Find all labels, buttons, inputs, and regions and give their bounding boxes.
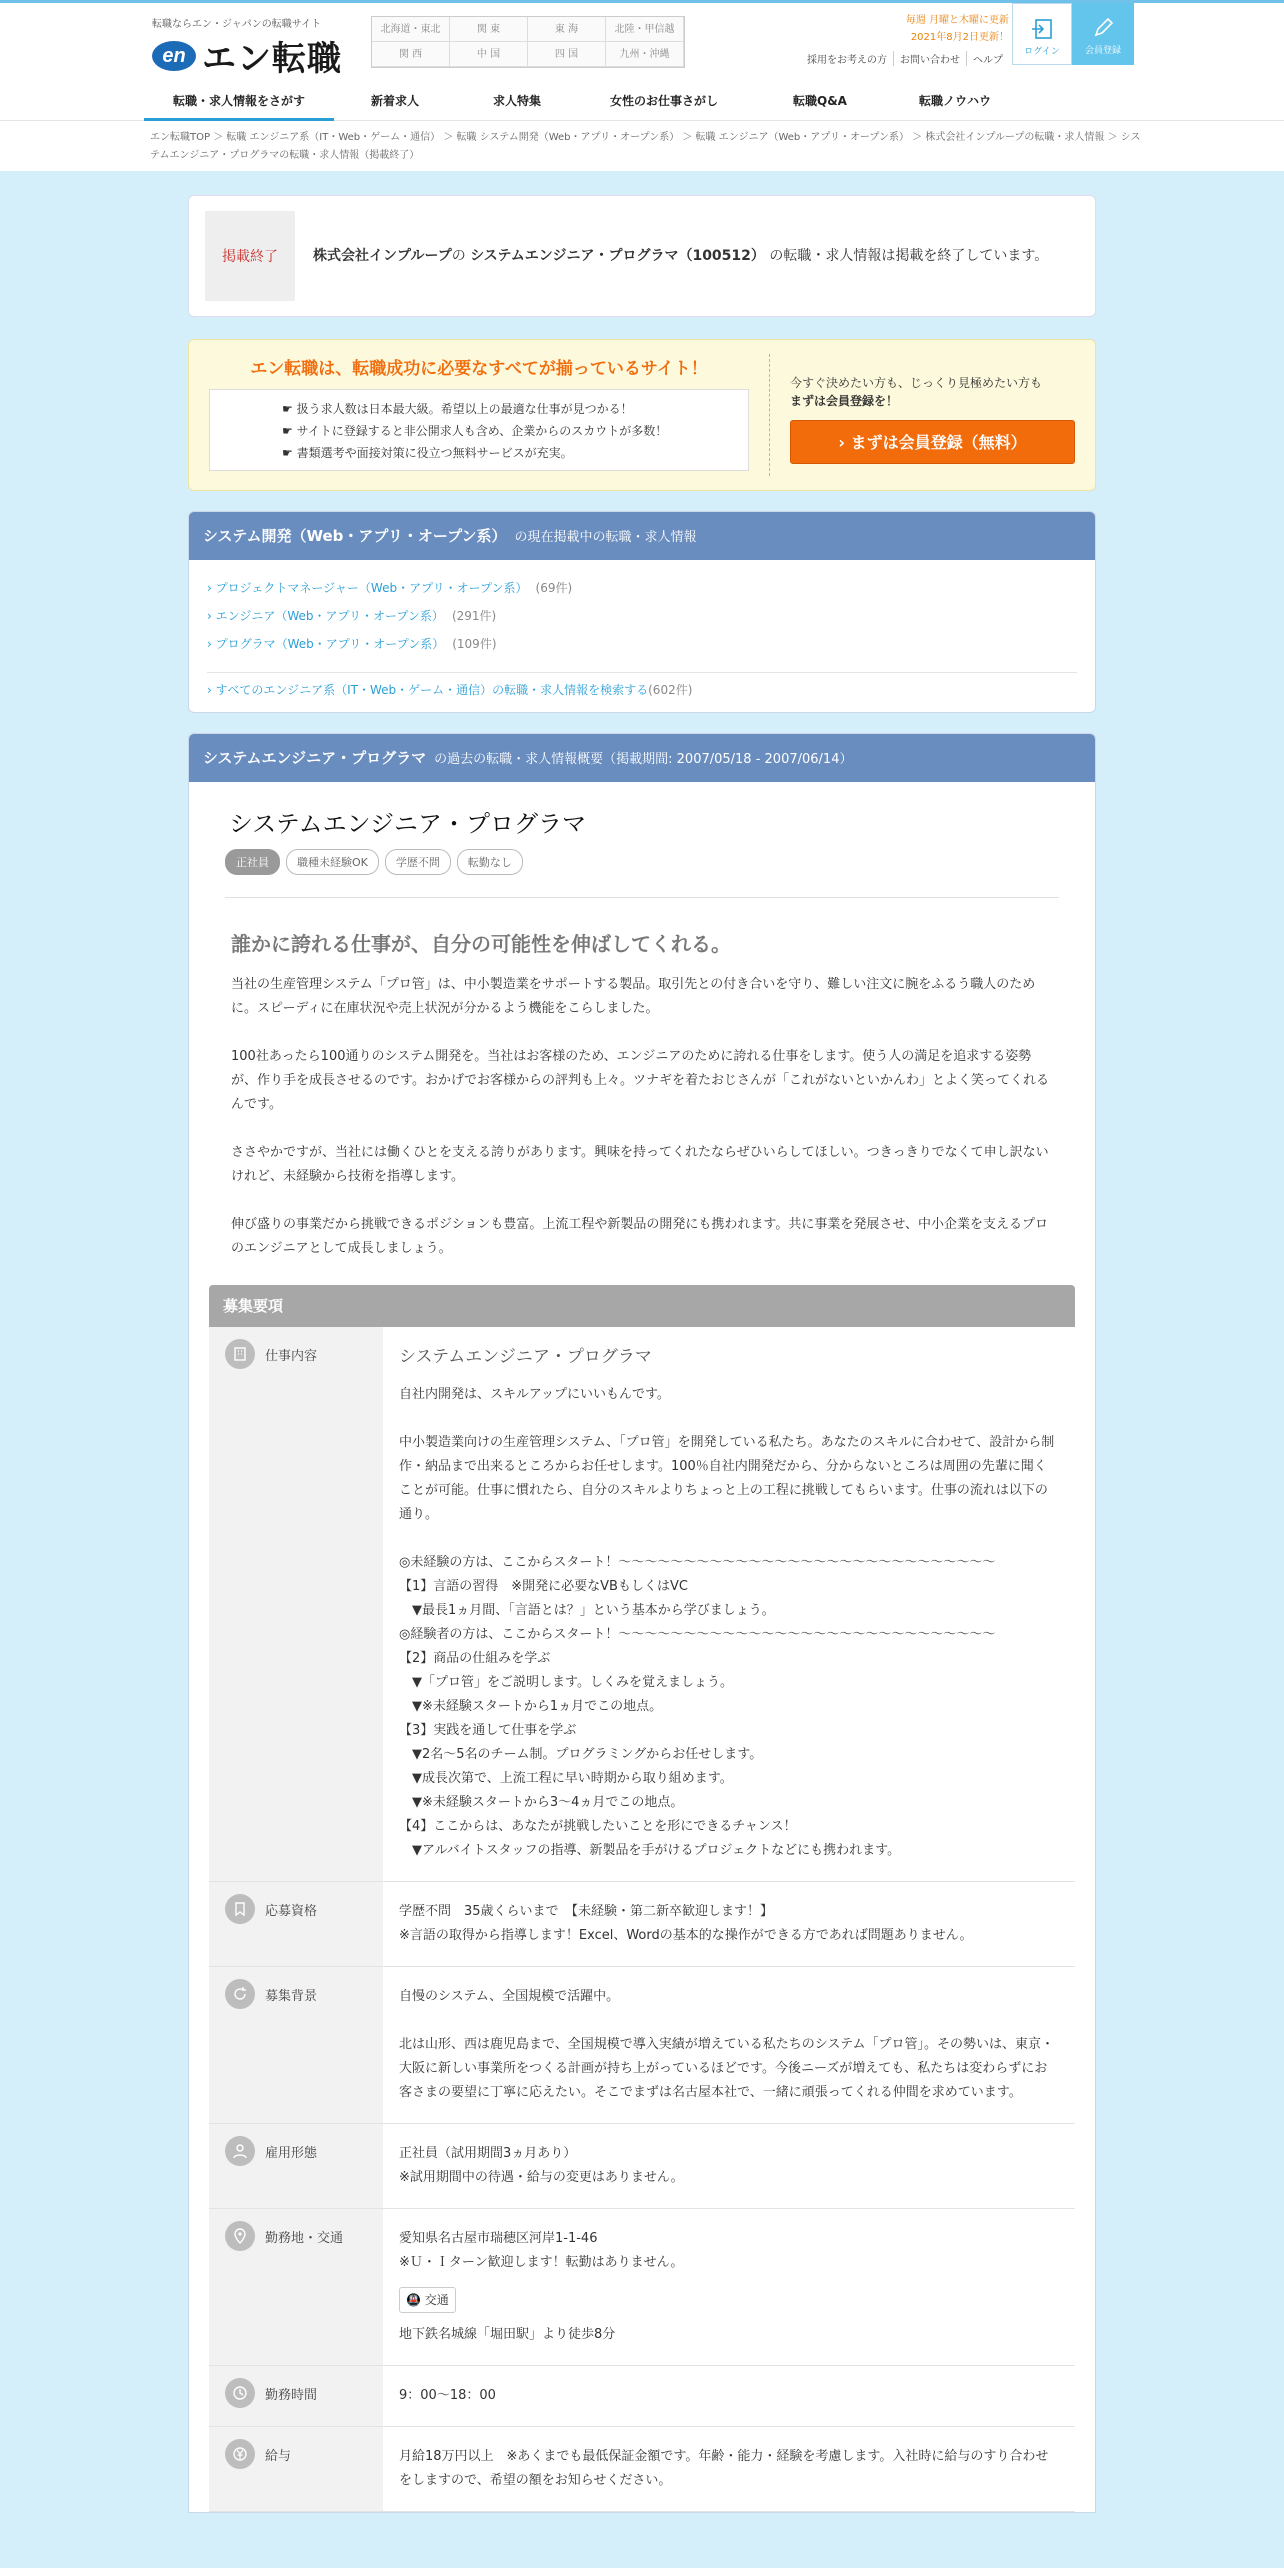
category-link[interactable]: › プログラマ（Web・アプリ・オープン系） (109件) [207,630,1077,658]
job-catchphrase: 誰かに誇れる仕事が、自分の可能性を伸ばしてくれる。 [231,932,731,956]
main-content [188,171,1096,2513]
nav-features[interactable]: 求人特集 [492,94,541,108]
yen-icon [225,2439,255,2469]
region-selector [371,16,685,68]
category-link[interactable]: › プロジェクトマネージャー（Web・アプリ・オープン系） (69件) [207,574,1077,602]
employment-text: 正社員（試用期間3ヵ月あり） ※試用期間中の待遇・給与の変更はありません。 [399,2146,684,2185]
refresh-icon [225,1979,255,2009]
clock-icon [225,2378,255,2408]
promo-title: エン転職は、転職成功に必要なすべてが揃っているサイト！ [250,359,708,379]
region-link[interactable]: 中 国 [450,42,528,67]
region-link[interactable]: 九州・沖縄 [606,42,684,67]
help-link[interactable]: ヘルプ [966,51,1009,66]
promo-benefit: ☛ 書類選考や面接対策に役立つ無料サービスが充実。 [282,442,748,464]
location-text: 愛知県名古屋市瑞穂区河岸1-1-46 ※Ｕ・Ｉターン歓迎します！転勤はありません。 [399,2231,684,2270]
intro-paragraph: 当社の生産管理システム「プロ管」は、中小製造業をサポートする製品。取引先との付き合いを守り、難しい注文に腕をふるう職人のために。スピーディに在庫状況や売上状況が分かるよう機能をこらしました。 [231,977,1036,1016]
ended-message: 株式会社インプループの システムエンジニア・プログラマ（100512） の転職・求人情報は掲載を終了しています。 [313,248,1049,264]
qualification-text: 学歴不問 35歳くらいまで 【未経験・第二新卒歓迎します！】 ※言語の取得から指導します！Excel、Wordの基本的な操作ができる方であれば問題ありません。 [399,1904,973,1943]
divider [225,897,1059,898]
region-link[interactable]: 四 国 [528,42,606,67]
ended-badge: 掲載終了 [205,211,295,301]
building-icon [225,1339,255,1369]
pencil-icon [1092,17,1114,39]
background-text: 自慢のシステム、全国規模で活躍中。 北は山形、西は鹿児島まで、全国規模で導入実績が増えている私たちのシステム「プロ管」。その勢いは、東京・大阪に新しい事業所をつくる計画が持ち上がっているほどです。今後ニーズが増えても、私たちは変わらずにお客さまの要望に丁寧に応えたい。そこでまずは名古屋本社で、一緒に頑張ってくれる仲間を求めています。 [399,1989,1054,2100]
en-logo-mark: en [152,41,196,71]
nav-new-jobs[interactable]: 新着求人 [370,94,419,108]
requirements-table [209,1285,1075,2512]
tag-employment: 正社員 [225,849,280,875]
search-all-link[interactable]: › すべてのエンジニア系（IT・Web・ゲーム・通信）の転職・求人情報を検索する(602件) [207,672,1077,712]
req-row-salary: 給与 月給18万円以上 ※あくまでも最低保証金額です。年齢・能力・経験を考慮します。入社時に給与のすり合わせをしますので、希望の額をお知らせください。 [209,2427,1075,2512]
update-schedule: 毎週 月曜と木曜に更新 [905,15,1009,26]
signup-cta-button[interactable]: › まずは会員登録（無料） [790,420,1075,464]
req-row-background: 募集背景 自慢のシステム、全国規模で活躍中。 北は山形、西は鹿児島まで、全国規模で導入実績が増えている私たちのシステム「プロ管」。その勢いは、東京・大阪に新しい事業所をつくる計画が持ち上がっているほどです。今後ニーズが増えても、私たちは変わらずにお客さまの要望に丁寧に応えたい。そこでまずは名古屋本社で、一緒に頑張ってくれる仲間を求めています。 [209,1967,1075,2124]
login-icon [1031,18,1053,40]
req-row-location: 勤務地・交通 愛知県名古屋市瑞穂区河岸1-1-46 ※Ｕ・Ｉターン歓迎します！転勤はありません。 🚇 交通 地下鉄名城線「堀田駅」より徒歩8分 [209,2209,1075,2366]
tagline: 転職ならエン・ジャパンの転職サイト [152,19,322,30]
region-link[interactable]: 北陸・甲信越 [606,17,684,42]
site-logo[interactable] [152,31,342,80]
nav-qa[interactable]: 転職Q&A [793,94,847,108]
promo-text: 今すぐ決めたい方も、じっくり見極めたい方も [790,376,1043,390]
requirements-heading: 募集要項 [209,1285,1075,1327]
req-row-employment: 雇用形態 正社員（試用期間3ヵ月あり） ※試用期間中の待遇・給与の変更はありません。 [209,2124,1075,2209]
promo-text-bold: まずは会員登録を！ [790,394,899,408]
past-job-heading: システムエンジニア・プログラマ の過去の転職・求人情報概要（掲載期間: 2007/05/18 - 2007/06/14） [189,734,1095,782]
breadcrumb-bar [0,121,1284,171]
intro-paragraph: ささやかですが、当社には働くひとを支える誇りがあります。興味を持ってくれたならぜひいらしてほしい。つきっきりでなくて申し訳ないけれど、未経験から技術を指導します。 [231,1145,1049,1184]
signup-button[interactable]: 会員登録 [1072,3,1134,65]
traffic-text: 地下鉄名城線「堀田駅」より徒歩8分 [399,2327,616,2342]
job-name: システムエンジニア・プログラマ（100512） [470,248,765,264]
nav-women-jobs[interactable]: 女性のお仕事さがし [609,94,718,108]
job-tags [225,849,1059,875]
traffic-label: 🚇 交通 [399,2287,456,2313]
region-link[interactable]: 関 東 [450,17,528,42]
job-content-text: 自社内開発は、スキルアップにいいもんです。 中小製造業向けの生産管理システム、「プロ管」を開発している私たち。あなたのスキルに合わせて、設計から制作・納品まで出来るところからお任せします。100％自社内開発だから、分からないところは周囲の先輩に聞くことが可能。仕事に慣れたら、自分のスキルよりちょっと上の工程に挑戦してもらいます。仕事の流れは以下の通り。 ◎未経験の方は、ここからスタート！～～～～～～～～～～～～～～～～～～～～～～～～～～～～～ 【1】言語の習得 ※開発に必要なVBもしくはVC ▼最長1ヵ月間、「言語とは？」という基本から学びましょう。 ◎経験者の方は、ここからスタート！～～～～～～～～～～～～～～～～～～～～～～～～～～～～～ 【2】商品の仕組みを学ぶ ▼「プロ管」をご説明します。しくみを覚えましょう。 ▼※未経験スタートから1ヵ月でこの地点。 【3】実践を通して仕事を学ぶ ▼2名～5名のチーム制。プログラミングからお任せします。 ▼成長次第で、上流工程に早い時期から取り組めます。 ▼※未経験スタートから3～4ヵ月でこの地点。 【4】ここからは、あなたが挑戦したいことを形にできるチャンス！ ▼アルバイトスタッフの指導、新製品を手がけるプロジェクトなどにも携われます。 [399,1387,1055,1858]
tag-no-transfer: 転勤なし [457,849,523,875]
salary-text: 月給18万円以上 ※あくまでも最低保証金額です。年齢・能力・経験を考慮します。入社時に給与のすり合わせをしますので、希望の額をお知らせください。 [399,2449,1049,2488]
region-link[interactable]: 関 西 [372,42,450,67]
job-content-title: システムエンジニア・プログラマ [399,1347,652,1367]
recruiter-link[interactable]: 採用をお考えの方 [807,55,887,66]
intro-paragraph: 伸び盛りの事業だから挑戦できるポジションも豊富。上流工程や新製品の開発にも携われます。共に事業を発展させ、中小企業を支えるプロのエンジニアとして成長しましょう。 [231,1217,1048,1256]
promo-benefit: ☛ サイトに登録すると非公開求人も含め、企業からのスカウトが多数！ [282,420,748,442]
job-intro [225,973,1059,1261]
logo-text: エン転職 [202,39,342,79]
current-jobs-panel [188,511,1096,713]
req-row-qualification: 応募資格 学歴不問 35歳くらいまで 【未経験・第二新卒歓迎します！】 ※言語の取得から指導します！Excel、Wordの基本的な操作ができる方であれば問題ありません。 [209,1882,1075,1967]
ended-notice [188,195,1096,317]
bookmark-icon [225,1894,255,1924]
tag-inexperienced-ok: 職種未経験OK [286,849,379,875]
req-row-job-content: 仕事内容 システムエンジニア・プログラマ 自社内開発は、スキルアップにいいもんです。 中小製造業向けの生産管理システム、「プロ管」を開発している私たち。あなたのスキルに合わせて、設計から制作・納品まで出来るところからお任せします。100％自社内開発だから、分からないところは周囲の先輩に聞くことが可能。仕事に慣れたら、自分のスキルよりちょっと上の工程に挑戦してもらいます。仕事の流れは以下の通り。 ◎未経験の方は、ここからスタート！～～～～～～～～～～～～～～～～～～～～～～～～～～～～～ 【1】言語の習得 ※開発に必要なVBもしくはVC ▼最長1ヵ月間、「言語とは？」という基本から学びましょう。 ◎経験者の方は、ここからスタート！～～～～～～～～～～～～～～～～～～～～～～～～～～～～～ 【2】商品の仕組みを学ぶ ▼「プロ管」をご説明します。しくみを覚えましょう。 ▼※未経験スタートから1ヵ月でこの地点。 【3】実践を通して仕事を学ぶ ▼2名～5名のチーム制。プログラミングからお任せします。 ▼成長次第で、上流工程に早い時期から取り組めます。 ▼※未経験スタートから3～4ヵ月でこの地点。 【4】ここからは、あなたが挑戦したいことを形にできるチャンス！ ▼アルバイトスタッフの指導、新製品を手がけるプロジェクトなどにも携われます。 [209,1327,1075,1882]
tag-education: 学歴不問 [385,849,451,875]
nav-knowhow[interactable]: 転職ノウハウ [918,94,991,108]
site-header [0,3,1284,81]
login-button[interactable]: ログイン [1012,3,1072,65]
update-info [906,12,1009,46]
hours-text: 9：00～18：00 [399,2388,496,2403]
intro-paragraph: 100社あったら100通りのシステム開発を。当社はお客様のため、エンジニアのために誇れる仕事をします。使う人の満足を追求する姿勢が、作り手を成長させるのです。おかげでお客様からの評判も上々。ツナギを着たおじさんが「これがないといかんわ」とよく笑ってくれるんです。 [231,1049,1049,1112]
category-list [189,560,1095,668]
utility-links [801,51,1009,66]
past-job-panel [188,733,1096,2513]
nav-search-jobs[interactable]: 転職・求人情報をさがす [144,81,334,121]
contact-link[interactable]: お問い合わせ [893,51,966,66]
signup-promo [188,339,1096,491]
current-jobs-heading: システム開発（Web・アプリ・オープン系） の現在掲載中の転職・求人情報 [189,512,1095,560]
global-nav [0,81,1284,121]
promo-benefits [209,389,749,471]
job-title: システムエンジニア・プログラマ [229,810,586,838]
train-icon: 🚇 [406,2293,421,2307]
company-name: 株式会社インプループ [313,248,452,264]
breadcrumb[interactable]: エン転職TOP ＞ 転職 エンジニア系（IT・Web・ゲーム・通信） ＞ 転職 システム開発（Web・アプリ・オープン系） ＞ 転職 エンジニア（Web・アプリ・オープン系） ＞ 株式会社インプループの転職・求人情報 ＞ システムエンジニア・プログラマの転職・求人情報（掲載終了） [150,132,1141,161]
req-row-hours: 勤務時間 9：00～18：00 [209,2366,1075,2427]
person-icon [225,2136,255,2166]
category-link[interactable]: › エンジニア（Web・アプリ・オープン系） (291件) [207,602,1077,630]
promo-benefit: ☛ 扱う求人数は日本最大級。希望以上の最適な仕事が見つかる！ [282,398,748,420]
region-link[interactable]: 北海道・東北 [372,17,450,42]
location-pin-icon [225,2221,255,2251]
region-link[interactable]: 東 海 [528,17,606,42]
update-date: 2021年8月2日更新！ [910,32,1009,43]
